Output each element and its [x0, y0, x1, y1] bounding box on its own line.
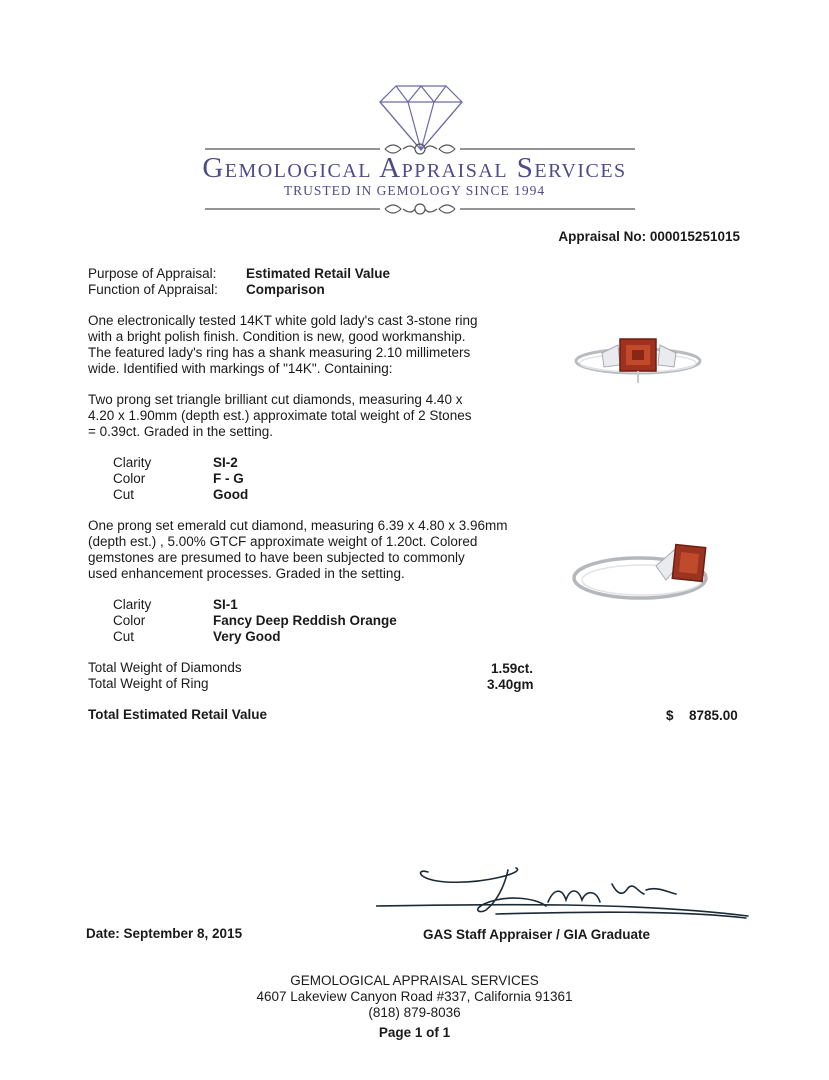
footer-address: 4607 Lakeview Canyon Road #337, California 91361	[256, 989, 573, 1004]
retail-value: 8785.00	[689, 708, 738, 723]
ring-photo-side	[570, 540, 712, 610]
grade-label: Clarity	[113, 455, 152, 470]
description-line: The featured lady's ring has a shank measuring 2.10 millimeters	[88, 345, 471, 360]
description-line: One prong set emerald cut diamond, measuring 6.39 x 4.80 x 3.96mm	[88, 518, 508, 533]
grade-label: Color	[113, 613, 146, 628]
grade-value: Fancy Deep Reddish Orange	[213, 613, 397, 628]
description-line: 4.20 x 1.90mm (depth est.) approximate total weight of 2 Stones	[88, 408, 472, 423]
grade-value: SI-2	[213, 455, 238, 470]
page-number: Page 1 of 1	[378, 1025, 451, 1040]
description-line: with a bright polish finish. Condition is new, good workmanship.	[88, 329, 466, 344]
grade-value: Very Good	[213, 629, 281, 644]
retail-currency: $	[666, 708, 674, 723]
total-ring-value: 3.40gm	[487, 677, 534, 692]
footer-company: GEMOLOGICAL APPRAISAL SERVICES	[290, 973, 539, 988]
center-stone-description	[88, 518, 508, 582]
total-retail-label: Total Estimated Retail Value	[88, 707, 268, 722]
footer-phone: (818) 879-8036	[368, 1005, 461, 1020]
appraisal-date: Date: September 8, 2015	[86, 926, 243, 941]
function-label: Function of Appraisal:	[88, 282, 218, 297]
appraisal-number: Appraisal No: 000015251015	[558, 229, 740, 244]
ring-description	[88, 313, 508, 377]
brand-tagline: TRUSTED IN GEMOLOGY SINCE 1994	[283, 183, 546, 198]
description-line: used enhancement processes. Graded in the setting.	[88, 566, 405, 581]
total-ring-label: Total Weight of Ring	[88, 676, 209, 691]
grade-value: Good	[213, 487, 249, 502]
grade-value: SI-1	[213, 597, 238, 612]
purpose-value: Estimated Retail Value	[246, 266, 391, 281]
grade-label: Cut	[113, 487, 135, 502]
grade-label: Clarity	[113, 597, 152, 612]
appraiser-title: GAS Staff Appraiser / GIA Graduate	[423, 927, 651, 942]
purpose-label: Purpose of Appraisal:	[88, 266, 217, 281]
function-value: Comparison	[246, 282, 325, 297]
description-line: Two prong set triangle brilliant cut diamonds, measuring 4.40 x	[88, 392, 463, 407]
description-line: One electronically tested 14KT white gold lady's cast 3-stone ring	[88, 313, 478, 328]
total-diamonds-label: Total Weight of Diamonds	[88, 660, 242, 675]
ring-photo-front	[572, 335, 707, 395]
grade-label: Color	[113, 471, 146, 486]
ornament-bottom	[205, 200, 635, 218]
description-line: gemstones are presumed to have been subjected to commonly	[88, 550, 465, 565]
grade-value: F - G	[213, 471, 244, 486]
description-line: (depth est.) , 5.00% GTCF approximate weight of 1.20ct. Colored	[88, 534, 478, 549]
grade-label: Cut	[113, 629, 135, 644]
total-diamonds-value: 1.59ct.	[491, 661, 534, 676]
description-line: wide. Identified with markings of "14K". Containing:	[88, 361, 393, 376]
appraiser-signature	[376, 858, 752, 924]
description-line: = 0.39ct. Graded in the setting.	[88, 424, 273, 439]
brand-name: Gemological Appraisal Services	[202, 152, 627, 184]
logo	[0, 0, 829, 225]
side-stones-description	[88, 392, 508, 440]
